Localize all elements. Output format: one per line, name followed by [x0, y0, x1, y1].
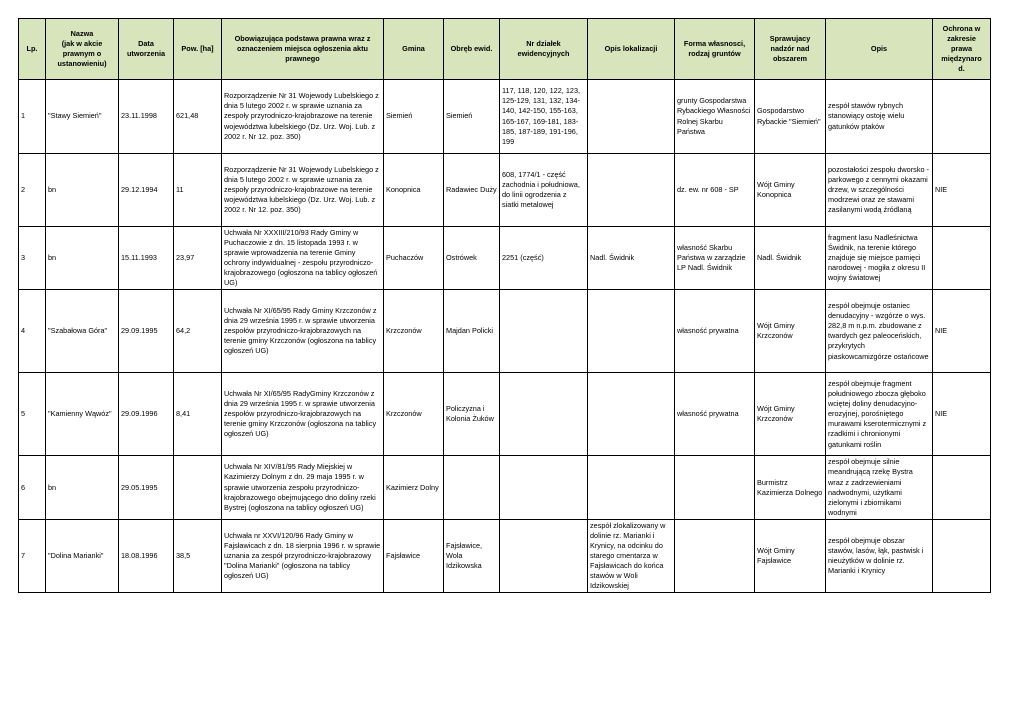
- header-obreb: Obręb ewid.: [444, 19, 500, 80]
- cell-podstawa: Uchwała Nr XXXIII/210/93 Rady Gminy w Puchaczowie z dn. 15 listopada 1993 r. w sprawie wprowadzenia na terenie Gminy ochrony indywidualnej - zespołu przyrodniczo-krajobrazowego (ogłoszona na tablicy ogłoszeń UG): [222, 227, 384, 290]
- cell-nazwa: bn: [46, 154, 119, 227]
- header-gmina: Gmina: [384, 19, 444, 80]
- cell-lp: 6: [19, 456, 46, 519]
- cell-nadzor: Burmistrz Kazimierza Dolnego: [755, 456, 826, 519]
- cell-dzialki: [500, 290, 588, 373]
- cell-podstawa: Uchwała Nr XI/65/95 Rady Gminy Krzczonów z dnia 29 września 1995 r. w sprawie utworzenia zespołów przyrodniczo-krajobrazowych na terenie gminy Krzczonów (ogłoszona na tablicy ogłoszeń UG): [222, 290, 384, 373]
- cell-gmina: Krzczonów: [384, 373, 444, 456]
- cell-forma: własność prywatna: [675, 290, 755, 373]
- cell-dzialki: [500, 373, 588, 456]
- cell-opis: fragment lasu Nadleśnictwa Świdnik, na terenie którego znajduje się miejsce pamięci narodowej - mogiła z okresu II wojny światowej: [826, 227, 933, 290]
- header-nadzor: Sprawujacy nadzór nad obszarem: [755, 19, 826, 80]
- cell-lp: 7: [19, 519, 46, 592]
- cell-podstawa: Rozporządzenie Nr 31 Wojewody Lubelskiego z dnia 5 lutego 2002 r. w sprawie uznania za zespoły przyrodniczo-krajobrazowe na terenie województwa lubelskiego (Dz. Urz. Woj. Lub. z 2002 r. Nr 12. poz. 350): [222, 80, 384, 154]
- cell-gmina: Krzczonów: [384, 290, 444, 373]
- table-row: [19, 519, 991, 592]
- cell-gmina: Konopnica: [384, 154, 444, 227]
- cell-ochrona: NIE: [933, 373, 991, 456]
- cell-obreb: Ostrówek: [444, 227, 500, 290]
- cell-obreb: Majdan Policki: [444, 290, 500, 373]
- cell-lp: 5: [19, 373, 46, 456]
- cell-ochrona: [933, 519, 991, 592]
- cell-opis: zespół obejmuje fragment południowego zbocza głęboko wciętej doliny denudacyjno-erozyjnej, porośniętego murawami kserotermicznymi z rzadkimi i chronionymi gatunkami roślin: [826, 373, 933, 456]
- cell-forma: dz. ew. nr 608 - SP: [675, 154, 755, 227]
- cell-opis: zespół obejmuje obszar stawów, lasów, łąk, pastwisk i nieużytków w dolinie rz. Marianki i Krynicy: [826, 519, 933, 592]
- cell-nadzor: Wójt Gminy Fajsławice: [755, 519, 826, 592]
- cell-opis: zespół obejmuje silnie meandrującą rzekę Bystra wraz z zadrzewieniami nadwodnymi, użytkami zielonymi i zbiornikami wodnymi: [826, 456, 933, 519]
- cell-gmina: Fajsławice: [384, 519, 444, 592]
- cell-opis-lokalizacji: [588, 373, 675, 456]
- cell-forma: własność Skarbu Państwa w zarządzie LP Nadl. Świdnik: [675, 227, 755, 290]
- table-row: [19, 227, 991, 290]
- cell-lp: 3: [19, 227, 46, 290]
- cell-obreb: Policzyzna i Kolonia Żuków: [444, 373, 500, 456]
- cell-nazwa: "Szabałowa Góra": [46, 290, 119, 373]
- cell-obreb: Fajsławice, Wola Idzikowska: [444, 519, 500, 592]
- cell-lp: 1: [19, 80, 46, 154]
- cell-nazwa: bn: [46, 456, 119, 519]
- cell-opis-lokalizacji: [588, 80, 675, 154]
- cell-forma: grunty Gospodarstwa Rybackiego Własności Rolnej Skarbu Państwa: [675, 80, 755, 154]
- cell-opis: pozostałości zespołu dworsko - parkowego z cennymi okazami drzew, w szczególności modrzewi oraz ze stawami zasilanymi wodą źródlaną: [826, 154, 933, 227]
- cell-dzialki: [500, 519, 588, 592]
- cell-ochrona: [933, 227, 991, 290]
- cell-nazwa: "Stawy Siemień": [46, 80, 119, 154]
- cell-gmina: Siemień: [384, 80, 444, 154]
- cell-data: 29.12.1994: [119, 154, 174, 227]
- header-opis-lokalizacji: Opis lokalizacji: [588, 19, 675, 80]
- cell-opis: zespół stawów rybnych stanowiący ostoję wielu gatunków ptaków: [826, 80, 933, 154]
- cell-opis-lokalizacji: [588, 456, 675, 519]
- cell-ochrona: NIE: [933, 154, 991, 227]
- cell-gmina: Puchaczów: [384, 227, 444, 290]
- cell-nadzor: Wójt Gminy Krzczonów: [755, 373, 826, 456]
- header-nazwa: Nazwa (jak w akcie prawnym o ustanowieniu): [46, 19, 119, 80]
- cell-gmina: Kazimierz Dolny: [384, 456, 444, 519]
- cell-pow: 23,97: [174, 227, 222, 290]
- table-row: [19, 154, 991, 227]
- cell-opis-lokalizacji: zespół zlokalizowany w dolinie rz. Marianki i Krynicy, na odcinku do starego cmentarza w Fajsławicach do końca stawów w Woli Idzikowskiej: [588, 519, 675, 592]
- header-pow: Pow. [ha]: [174, 19, 222, 80]
- table-row: [19, 80, 991, 154]
- header-opis: Opis: [826, 19, 933, 80]
- cell-nazwa: bn: [46, 227, 119, 290]
- cell-data: 15.11.1993: [119, 227, 174, 290]
- cell-pow: [174, 456, 222, 519]
- cell-podstawa: Rozporządzenie Nr 31 Wojewody Lubelskiego z dnia 5 lutego 2002 r. w sprawie uznania za zespoły przyrodniczo-krajobrazowe na terenie województwa lubelskiego (Dz. Urz. Woj. Lub. z 2002 r. Nr 12. poz. 350): [222, 154, 384, 227]
- cell-pow: 8,41: [174, 373, 222, 456]
- cell-dzialki: 608, 1774/1 - część zachodnia i południowa, do linii ogrodzenia z siatki metalowej: [500, 154, 588, 227]
- table-row: [19, 373, 991, 456]
- table-row: [19, 290, 991, 373]
- cell-ochrona: NIE: [933, 290, 991, 373]
- cell-nadzor: Gospodarstwo Rybackie "Siemień": [755, 80, 826, 154]
- cell-ochrona: [933, 456, 991, 519]
- cell-dzialki: 117, 118, 120, 122, 123, 125-129, 131, 132, 134-140, 142-150, 155-163, 165-167, 169-181, 183-185, 187-189, 191-196, 199: [500, 80, 588, 154]
- cell-nazwa: "Dolina Marianki": [46, 519, 119, 592]
- cell-obreb: [444, 456, 500, 519]
- cell-nazwa: "Kamienny Wąwóz": [46, 373, 119, 456]
- cell-opis: zespół obejmuje ostaniec denudacyjny - wzgórze o wys. 282,8 m n.p.m. zbudowane z twardych gez paleoceńskich, przykrytych piaskowcamizgórze ostańcowe: [826, 290, 933, 373]
- cell-nadzor: Wójt Gminy Krzczonów: [755, 290, 826, 373]
- cell-opis-lokalizacji: [588, 290, 675, 373]
- cell-podstawa: Uchwała Nr XI/65/95 RadyGminy Krzczonów z dnia 29 września 1995 r. w sprawie utworzenia zespołów przyrodniczo-krajobrazowych na terenie gminy Krzczonów (ogłoszona na tablicy ogłoszeń UG): [222, 373, 384, 456]
- table-row: [19, 456, 991, 519]
- cell-lp: 4: [19, 290, 46, 373]
- cell-pow: 621,48: [174, 80, 222, 154]
- header-dzialki: Nr działek ewidencyjnych: [500, 19, 588, 80]
- header-podstawa: Obowiązująca podstawa prawna wraz z oznaczeniem miejsca ogłoszenia aktu prawnego: [222, 19, 384, 80]
- cell-obreb: Radawiec Duży: [444, 154, 500, 227]
- header-row: [19, 19, 991, 80]
- cell-data: 18.08.1996: [119, 519, 174, 592]
- cell-forma: własność prywatna: [675, 373, 755, 456]
- protected-areas-table: [18, 18, 991, 593]
- cell-ochrona: [933, 80, 991, 154]
- cell-lp: 2: [19, 154, 46, 227]
- cell-forma: [675, 456, 755, 519]
- cell-data: 23.11.1998: [119, 80, 174, 154]
- cell-dzialki: 2251 (część): [500, 227, 588, 290]
- cell-podstawa: Uchwała nr XXVI/120/96 Rady Gminy w Fajsławicach z dn. 18 sierpnia 1996 r. w sprawie uznania za zespół przyrodniczo-krajobrazowy "Dolina Marianki" (ogłoszona na tablicy ogłoszeń UG): [222, 519, 384, 592]
- cell-podstawa: Uchwała Nr XIV/81/95 Rady Miejskiej w Kazimierzy Dolnym z dn. 29 maja 1995 r. w sprawie utworzenia zespołu przyrodniczo-krajobrazowego obejmującego dno doliny rzeki Bystrej (ogłoszona na tablicy ogłoszeń UG): [222, 456, 384, 519]
- header-forma: Forma własnosci, rodzaj gruntów: [675, 19, 755, 80]
- header-data: Data utworzenia: [119, 19, 174, 80]
- cell-data: 29.09.1995: [119, 290, 174, 373]
- header-ochrona: Ochrona w zakresie prawa międzynaro d.: [933, 19, 991, 80]
- cell-forma: [675, 519, 755, 592]
- cell-data: 29.09.1996: [119, 373, 174, 456]
- cell-pow: 64,2: [174, 290, 222, 373]
- cell-pow: 11: [174, 154, 222, 227]
- cell-pow: 38,5: [174, 519, 222, 592]
- cell-nadzor: Wójt Gminy Konopnica: [755, 154, 826, 227]
- cell-opis-lokalizacji: Nadl. Świdnik: [588, 227, 675, 290]
- cell-nadzor: Nadl. Świdnik: [755, 227, 826, 290]
- cell-opis-lokalizacji: [588, 154, 675, 227]
- cell-data: 29.05.1995: [119, 456, 174, 519]
- cell-obreb: Siemień: [444, 80, 500, 154]
- header-lp: Lp.: [19, 19, 46, 80]
- cell-dzialki: [500, 456, 588, 519]
